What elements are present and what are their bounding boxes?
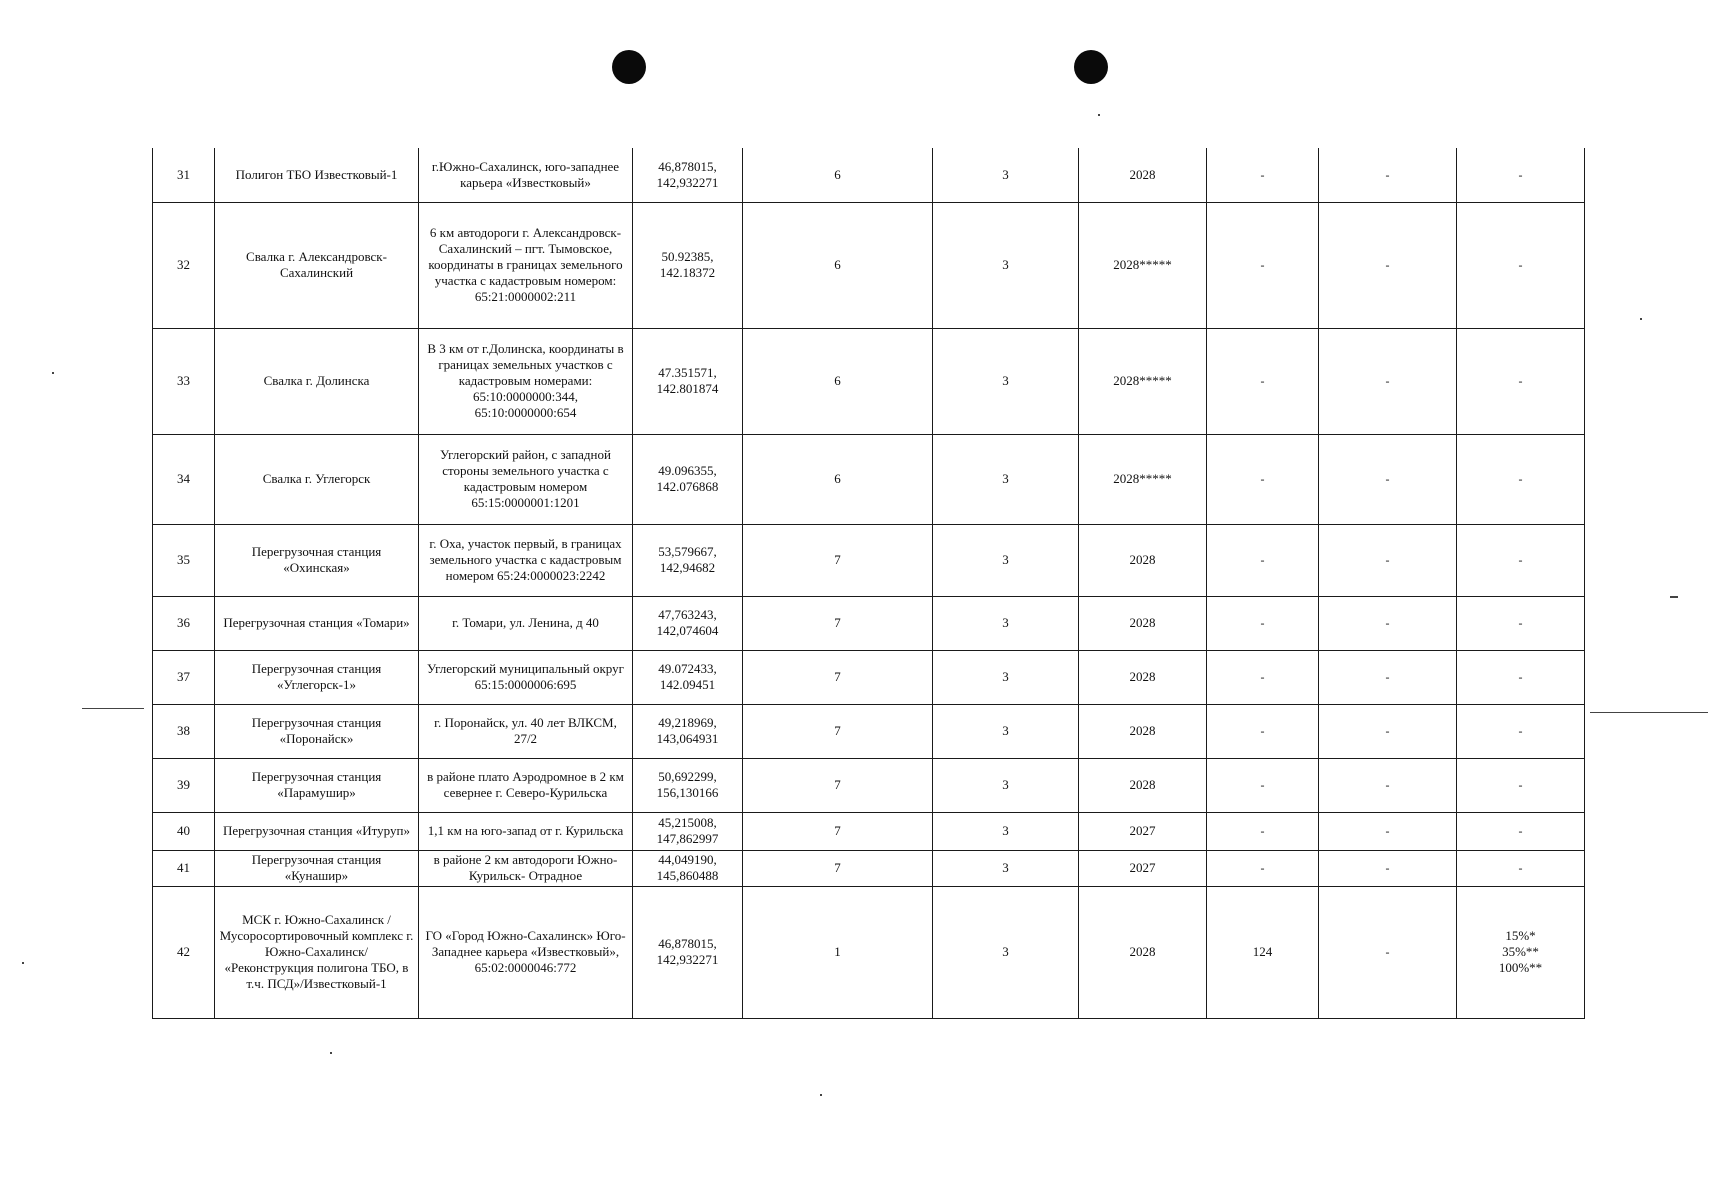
- column-5-value: 1: [743, 886, 933, 1018]
- column-5-value: 7: [743, 850, 933, 886]
- facility-name: Перегрузочная станция «Поронайск»: [215, 704, 419, 758]
- column-5-value: 7: [743, 704, 933, 758]
- share-percentage: 35%**: [1502, 944, 1539, 959]
- facility-location: 6 км автодороги г. Александровск-Сахалинский – пгт. Тымовское, координаты в границах земельного участка с кадастровым номером: 65:21:0000002:211: [419, 202, 633, 328]
- column-6-value: 3: [933, 524, 1079, 596]
- column-8-value: -: [1207, 328, 1319, 434]
- facility-location: в районе 2 км автодороги Южно-Курильск- Отрадное: [419, 850, 633, 886]
- column-9-value: -: [1319, 202, 1457, 328]
- facility-coordinates: 49,218969, 143,064931: [633, 704, 743, 758]
- column-9-value: -: [1319, 328, 1457, 434]
- column-6-value: 3: [933, 202, 1079, 328]
- commissioning-year: 2028: [1079, 596, 1207, 650]
- column-6-value: 3: [933, 812, 1079, 850]
- facility-location: В 3 км от г.Долинска, координаты в границах земельных участков с кадастровым номерами: 65:10:0000000:344, 65:10:0000000:654: [419, 328, 633, 434]
- column-9-value: -: [1319, 650, 1457, 704]
- facility-name: Перегрузочная станция «Томари»: [215, 596, 419, 650]
- facility-coordinates: 50.92385, 142.18372: [633, 202, 743, 328]
- column-10-value: -: [1457, 758, 1585, 812]
- column-9-value: -: [1319, 524, 1457, 596]
- column-9-value: -: [1319, 596, 1457, 650]
- column-10-value: -: [1457, 812, 1585, 850]
- commissioning-year: 2028: [1079, 148, 1207, 202]
- row-number: 34: [153, 434, 215, 524]
- column-6-value: 3: [933, 704, 1079, 758]
- share-percentage: 100%**: [1498, 960, 1543, 975]
- row-number: 36: [153, 596, 215, 650]
- column-8-value: -: [1207, 596, 1319, 650]
- column-6-value: 3: [933, 850, 1079, 886]
- facility-name: Перегрузочная станция «Охинская»: [215, 524, 419, 596]
- punch-hole-left: [612, 50, 646, 84]
- scan-dot: [1670, 596, 1678, 598]
- facility-name: Свалка г. Долинска: [215, 328, 419, 434]
- row-number: 38: [153, 704, 215, 758]
- column-5-value: 6: [743, 434, 933, 524]
- column-5-value: 7: [743, 524, 933, 596]
- facility-location: Углегорский район, с западной стороны земельного участка с кадастровым номером 65:15:0000001:1201: [419, 434, 633, 524]
- share-percentage: 15%*: [1505, 928, 1536, 943]
- facility-name: Свалка г. Александровск-Сахалинский: [215, 202, 419, 328]
- row-number: 32: [153, 202, 215, 328]
- column-8-value: -: [1207, 704, 1319, 758]
- scan-dot: [22, 962, 24, 964]
- column-8-value: -: [1207, 148, 1319, 202]
- facility-coordinates: 49.096355, 142.076868: [633, 434, 743, 524]
- scan-dot: [820, 1094, 822, 1096]
- column-10-value: [1457, 886, 1585, 1018]
- commissioning-year: 2028*****: [1079, 202, 1207, 328]
- commissioning-year: 2027: [1079, 850, 1207, 886]
- column-8-value: -: [1207, 434, 1319, 524]
- facility-coordinates: 47,763243, 142,074604: [633, 596, 743, 650]
- column-5-value: 6: [743, 202, 933, 328]
- facility-name: Перегрузочная станция «Парамушир»: [215, 758, 419, 812]
- table-row: [153, 812, 1585, 850]
- column-10-value: -: [1457, 328, 1585, 434]
- column-10-value: -: [1457, 524, 1585, 596]
- column-5-value: 6: [743, 328, 933, 434]
- column-5-value: 7: [743, 812, 933, 850]
- facility-location: Углегорский муниципальный округ 65:15:0000006:695: [419, 650, 633, 704]
- table-row: [153, 434, 1585, 524]
- table-row: [153, 148, 1585, 202]
- column-8-value: -: [1207, 202, 1319, 328]
- scan-dot: [1640, 318, 1642, 320]
- column-8-value: -: [1207, 812, 1319, 850]
- scan-dot: [52, 372, 54, 374]
- column-9-value: -: [1319, 434, 1457, 524]
- row-number: 37: [153, 650, 215, 704]
- facility-location: г. Томари, ул. Ленина, д 40: [419, 596, 633, 650]
- row-number: 42: [153, 886, 215, 1018]
- facility-coordinates: 44,049190, 145,860488: [633, 850, 743, 886]
- table-row: [153, 650, 1585, 704]
- facility-location: г. Поронайск, ул. 40 лет ВЛКСМ, 27/2: [419, 704, 633, 758]
- column-6-value: 3: [933, 886, 1079, 1018]
- table-body: [153, 148, 1585, 1018]
- column-6-value: 3: [933, 434, 1079, 524]
- column-9-value: -: [1319, 850, 1457, 886]
- commissioning-year: 2028*****: [1079, 328, 1207, 434]
- column-8-value: -: [1207, 650, 1319, 704]
- facility-coordinates: 47.351571, 142.801874: [633, 328, 743, 434]
- column-9-value: -: [1319, 148, 1457, 202]
- table-row: [153, 886, 1585, 1018]
- table-row: [153, 758, 1585, 812]
- punch-hole-right: [1074, 50, 1108, 84]
- table-row: [153, 596, 1585, 650]
- column-6-value: 3: [933, 650, 1079, 704]
- table-row: [153, 524, 1585, 596]
- facility-location: в районе плато Аэродромное в 2 км севернее г. Северо-Курильска: [419, 758, 633, 812]
- column-5-value: 7: [743, 758, 933, 812]
- column-8-value: 124: [1207, 886, 1319, 1018]
- facility-location: г. Оха, участок первый, в границах земельного участка с кадастровым номером 65:24:0000023:2242: [419, 524, 633, 596]
- column-9-value: -: [1319, 758, 1457, 812]
- commissioning-year: 2028: [1079, 886, 1207, 1018]
- scan-dash-left: [82, 708, 144, 709]
- commissioning-year: 2028*****: [1079, 434, 1207, 524]
- facility-coordinates: 45,215008, 147,862997: [633, 812, 743, 850]
- facility-name: Перегрузочная станция «Кунашир»: [215, 850, 419, 886]
- facility-coordinates: 49.072433, 142.09451: [633, 650, 743, 704]
- facility-coordinates: 53,579667, 142,94682: [633, 524, 743, 596]
- column-6-value: 3: [933, 148, 1079, 202]
- column-8-value: -: [1207, 758, 1319, 812]
- facility-coordinates: 46,878015, 142,932271: [633, 148, 743, 202]
- scan-dash-right: [1590, 712, 1708, 713]
- table-row: [153, 850, 1585, 886]
- column-6-value: 3: [933, 328, 1079, 434]
- column-5-value: 7: [743, 596, 933, 650]
- column-8-value: -: [1207, 524, 1319, 596]
- table-row: [153, 328, 1585, 434]
- column-9-value: -: [1319, 704, 1457, 758]
- column-5-value: 7: [743, 650, 933, 704]
- row-number: 39: [153, 758, 215, 812]
- column-6-value: 3: [933, 596, 1079, 650]
- facility-name: Полигон ТБО Известковый-1: [215, 148, 419, 202]
- column-10-value: -: [1457, 704, 1585, 758]
- commissioning-year: 2028: [1079, 704, 1207, 758]
- scan-dot: [330, 1052, 332, 1054]
- facility-coordinates: 46,878015, 142,932271: [633, 886, 743, 1018]
- column-10-value: -: [1457, 434, 1585, 524]
- facility-location: г.Южно-Сахалинск, юго-западнее карьера «Известковый»: [419, 148, 633, 202]
- facility-location: ГО «Город Южно-Сахалинск» Юго-Западнее карьера «Известковый», 65:02:0000046:772: [419, 886, 633, 1018]
- column-10-value: -: [1457, 202, 1585, 328]
- facility-coordinates: 50,692299, 156,130166: [633, 758, 743, 812]
- table-row: [153, 704, 1585, 758]
- row-number: 33: [153, 328, 215, 434]
- column-10-value: -: [1457, 596, 1585, 650]
- facility-location: 1,1 км на юго-запад от г. Курильска: [419, 812, 633, 850]
- facility-name: МСК г. Южно-Сахалинск / Мусоросортировочный комплекс г. Южно-Сахалинск/ «Реконструкция полигона ТБО, в т.ч. ПСД»/Известковый-1: [215, 886, 419, 1018]
- commissioning-year: 2028: [1079, 650, 1207, 704]
- column-8-value: -: [1207, 850, 1319, 886]
- column-6-value: 3: [933, 758, 1079, 812]
- facility-name: Перегрузочная станция «Углегорск-1»: [215, 650, 419, 704]
- column-9-value: -: [1319, 886, 1457, 1018]
- commissioning-year: 2028: [1079, 524, 1207, 596]
- column-10-value: -: [1457, 650, 1585, 704]
- table-row: [153, 202, 1585, 328]
- commissioning-year: 2027: [1079, 812, 1207, 850]
- column-10-value: -: [1457, 148, 1585, 202]
- row-number: 40: [153, 812, 215, 850]
- row-number: 41: [153, 850, 215, 886]
- column-9-value: -: [1319, 812, 1457, 850]
- column-10-value: -: [1457, 850, 1585, 886]
- facility-name: Свалка г. Углегорск: [215, 434, 419, 524]
- facility-name: Перегрузочная станция «Итуруп»: [215, 812, 419, 850]
- facilities-table: [152, 148, 1585, 1019]
- commissioning-year: 2028: [1079, 758, 1207, 812]
- scan-dot: [1098, 114, 1100, 116]
- column-5-value: 6: [743, 148, 933, 202]
- row-number: 31: [153, 148, 215, 202]
- row-number: 35: [153, 524, 215, 596]
